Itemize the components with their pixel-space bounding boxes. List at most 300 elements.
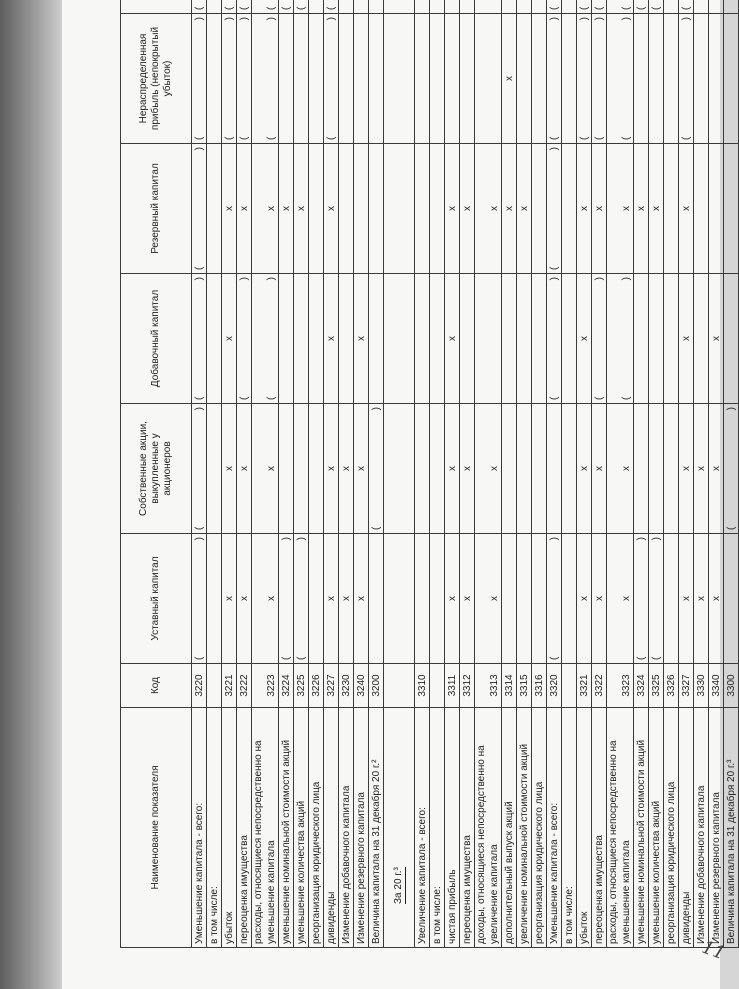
empty-cell[interactable] — [207, 0, 222, 14]
cross-cell[interactable]: x — [607, 144, 634, 274]
cross-cell[interactable]: x — [354, 274, 369, 404]
bracket-cell[interactable]: ( — [577, 0, 592, 14]
table-row — [252, 0, 279, 948]
empty-cell[interactable] — [384, 14, 415, 144]
cross-cell[interactable]: x — [502, 14, 517, 144]
empty-cell[interactable] — [664, 534, 679, 664]
row-label: Изменение добавочного капитала — [694, 708, 709, 948]
cross-cell[interactable]: x — [237, 144, 252, 274]
bracket-cell[interactable]: ( ) — [369, 404, 384, 534]
empty-cell[interactable] — [369, 14, 384, 144]
row-code: 3326 — [664, 664, 679, 708]
table-row — [192, 0, 207, 948]
empty-cell[interactable] — [384, 274, 415, 404]
table-row — [415, 0, 430, 948]
cross-cell[interactable]: x — [475, 144, 502, 274]
cross-cell[interactable]: x — [222, 144, 237, 274]
bracket-cell[interactable]: ( ) — [192, 144, 207, 274]
row-label: дополнительный выпуск акций — [502, 708, 517, 948]
row-code: 3324 — [634, 664, 649, 708]
row-label: доходы, относящиеся непосредственно на увеличение капитала — [475, 708, 502, 948]
empty-cell[interactable] — [207, 14, 222, 144]
cross-cell[interactable]: x — [279, 144, 294, 274]
bracket-cell[interactable]: ( — [222, 0, 237, 14]
table-row — [592, 0, 607, 948]
empty-cell[interactable] — [532, 534, 547, 664]
empty-cell[interactable] — [502, 274, 517, 404]
period-label: За 20 г.³ — [393, 867, 404, 904]
cross-cell[interactable] — [354, 0, 369, 14]
cross-cell[interactable] — [694, 0, 709, 14]
row-label: чистая прибыль — [445, 708, 460, 948]
cross-cell[interactable]: x — [339, 534, 354, 664]
empty-cell[interactable] — [664, 14, 679, 144]
empty-cell[interactable] — [279, 274, 294, 404]
row-label: уменьшение номинальной стоимости акций — [634, 708, 649, 948]
empty-cell[interactable] — [415, 144, 430, 274]
cross-cell[interactable]: x — [577, 534, 592, 664]
empty-cell[interactable] — [532, 0, 547, 14]
row-code: 3323 — [607, 664, 634, 708]
cross-cell[interactable]: x — [577, 144, 592, 274]
empty-cell[interactable] — [502, 404, 517, 534]
row-code: 3314 — [502, 664, 517, 708]
empty-cell[interactable] — [694, 14, 709, 144]
row-code: 3325 — [649, 664, 664, 708]
row-label: в том числе: — [562, 708, 577, 948]
row-code — [384, 664, 415, 708]
cross-cell[interactable]: x — [475, 534, 502, 664]
empty-cell[interactable] — [430, 144, 445, 274]
cross-cell[interactable]: x — [577, 404, 592, 534]
empty-cell[interactable] — [384, 144, 415, 274]
empty-cell[interactable] — [279, 14, 294, 144]
empty-cell[interactable] — [445, 0, 460, 14]
cross-cell[interactable]: x — [607, 404, 634, 534]
empty-cell[interactable] — [475, 274, 502, 404]
table-row — [664, 0, 679, 948]
cross-cell[interactable]: x — [577, 274, 592, 404]
empty-cell[interactable] — [562, 274, 577, 404]
empty-cell[interactable] — [369, 534, 384, 664]
table-row — [237, 0, 252, 948]
bracket-cell[interactable]: ( — [252, 0, 279, 14]
empty-cell[interactable] — [309, 404, 324, 534]
cross-cell[interactable]: x — [252, 534, 279, 664]
row-label: Изменение резервного капитала — [709, 708, 724, 948]
cross-cell[interactable]: x — [709, 274, 724, 404]
row-label: Уменьшение капитала - всего: — [547, 708, 562, 948]
empty-cell[interactable] — [709, 14, 724, 144]
empty-cell[interactable] — [724, 0, 739, 14]
rotated-form — [104, 0, 737, 948]
empty-cell[interactable] — [502, 534, 517, 664]
empty-cell[interactable] — [664, 0, 679, 14]
empty-cell[interactable] — [207, 534, 222, 664]
cross-cell[interactable]: x — [339, 404, 354, 534]
cross-cell[interactable] — [517, 0, 532, 14]
row-code: 3311 — [445, 664, 460, 708]
cross-cell[interactable]: x — [237, 404, 252, 534]
empty-cell[interactable] — [369, 274, 384, 404]
row-code: 3315 — [517, 664, 532, 708]
table-row — [709, 0, 724, 948]
row-code: 3312 — [460, 664, 475, 708]
empty-cell[interactable] — [502, 0, 517, 14]
cross-cell[interactable]: x — [324, 144, 339, 274]
page-edge-shadow — [0, 0, 62, 989]
cross-cell[interactable]: x — [694, 534, 709, 664]
empty-cell[interactable] — [430, 0, 445, 14]
row-code: 3222 — [237, 664, 252, 708]
cross-cell[interactable]: x — [592, 534, 607, 664]
cross-cell[interactable]: x — [694, 404, 709, 534]
empty-cell[interactable] — [634, 404, 649, 534]
empty-cell[interactable] — [294, 404, 309, 534]
table-row — [324, 0, 339, 948]
cross-cell[interactable]: x — [460, 404, 475, 534]
bracket-cell[interactable]: ( — [649, 0, 664, 14]
empty-cell[interactable] — [207, 144, 222, 274]
row-code — [207, 664, 222, 708]
cross-cell[interactable] — [709, 0, 724, 14]
bracket-cell[interactable]: ( ) — [724, 404, 739, 534]
empty-cell[interactable] — [415, 14, 430, 144]
table-row — [577, 0, 592, 948]
bracket-cell[interactable]: ( ) — [252, 14, 279, 144]
empty-cell[interactable] — [294, 14, 309, 144]
row-code: 3224 — [279, 664, 294, 708]
column-header: Добавочный капитал — [121, 274, 192, 404]
row-code: 3225 — [294, 664, 309, 708]
table-row — [607, 0, 634, 948]
bracket-cell[interactable]: ( ) — [237, 14, 252, 144]
cross-cell[interactable]: x — [252, 144, 279, 274]
bracket-cell[interactable]: ( — [279, 0, 294, 14]
empty-cell[interactable] — [384, 534, 415, 664]
table-row — [207, 0, 222, 948]
table-row — [475, 0, 502, 948]
empty-cell[interactable] — [562, 404, 577, 534]
empty-cell[interactable] — [709, 144, 724, 274]
row-code: 3340 — [709, 664, 724, 708]
bracket-cell[interactable]: ( ) — [192, 534, 207, 664]
empty-cell[interactable] — [309, 0, 324, 14]
table-row — [694, 0, 709, 948]
bracket-cell[interactable]: ( ) — [222, 14, 237, 144]
cross-cell[interactable]: x — [294, 144, 309, 274]
row-code: 3221 — [222, 664, 237, 708]
empty-cell[interactable] — [517, 404, 532, 534]
bracket-cell[interactable]: ( — [607, 0, 634, 14]
cross-cell[interactable]: x — [649, 144, 664, 274]
column-header — [121, 0, 192, 14]
cross-cell[interactable]: x — [460, 534, 475, 664]
empty-cell[interactable] — [634, 274, 649, 404]
bracket-cell[interactable]: ( ) — [294, 534, 309, 664]
row-label: убыток — [577, 708, 592, 948]
row-label: увеличение номинальной стоимости акций — [517, 708, 532, 948]
cross-cell[interactable]: x — [460, 144, 475, 274]
empty-cell[interactable] — [294, 274, 309, 404]
table-body — [192, 0, 739, 948]
cross-cell[interactable]: x — [222, 534, 237, 664]
table-row — [649, 0, 664, 948]
empty-cell[interactable] — [547, 404, 562, 534]
row-label: Уменьшение капитала - всего: — [192, 708, 207, 948]
bracket-cell[interactable]: ( ) — [252, 274, 279, 404]
table-row — [339, 0, 354, 948]
empty-cell[interactable] — [532, 14, 547, 144]
empty-cell[interactable] — [430, 274, 445, 404]
empty-cell[interactable] — [649, 14, 664, 144]
cross-cell[interactable]: x — [709, 534, 724, 664]
empty-cell[interactable] — [724, 14, 739, 144]
header-row — [121, 0, 192, 948]
bracket-cell[interactable]: ( ) — [547, 144, 562, 274]
table-row — [354, 0, 369, 948]
cross-cell[interactable]: x — [592, 404, 607, 534]
row-code — [430, 664, 445, 708]
row-label: уменьшение количества акций — [649, 708, 664, 948]
column-header: Наименование показателя — [121, 708, 192, 948]
bracket-cell[interactable]: ( ) — [279, 534, 294, 664]
bracket-cell[interactable]: ( ) — [607, 274, 634, 404]
bracket-cell[interactable]: ( — [547, 0, 562, 14]
cross-cell[interactable]: x — [324, 274, 339, 404]
row-label: переоценка имущества — [592, 708, 607, 948]
empty-cell[interactable] — [724, 534, 739, 664]
empty-cell[interactable] — [309, 274, 324, 404]
empty-cell[interactable] — [445, 14, 460, 144]
empty-cell[interactable] — [517, 274, 532, 404]
empty-cell[interactable] — [664, 144, 679, 274]
row-label: Изменение добавочного капитала — [339, 708, 354, 948]
cross-cell[interactable]: x — [445, 274, 460, 404]
table-row — [222, 0, 237, 948]
row-label: переоценка имущества — [237, 708, 252, 948]
bracket-cell[interactable]: ( — [634, 0, 649, 14]
row-code: 3330 — [694, 664, 709, 708]
row-code: 3327 — [679, 664, 694, 708]
bracket-cell[interactable]: ( ) — [237, 274, 252, 404]
empty-cell[interactable] — [369, 0, 384, 14]
table-row — [517, 0, 532, 948]
empty-cell[interactable] — [415, 534, 430, 664]
cross-cell[interactable]: x — [475, 404, 502, 534]
cross-cell[interactable]: x — [445, 404, 460, 534]
bracket-cell[interactable]: ( ) — [634, 534, 649, 664]
table-row — [634, 0, 649, 948]
row-label: уменьшение количества акций — [294, 708, 309, 948]
empty-cell[interactable] — [475, 0, 502, 14]
table-row — [369, 0, 384, 948]
empty-cell[interactable] — [354, 144, 369, 274]
empty-cell[interactable] — [532, 404, 547, 534]
cross-cell[interactable]: x — [324, 404, 339, 534]
cross-cell[interactable]: x — [324, 534, 339, 664]
empty-cell[interactable] — [562, 0, 577, 14]
empty-cell[interactable] — [460, 0, 475, 14]
row-label: Изменение резервного капитала — [354, 708, 369, 948]
row-label: уменьшение номинальной стоимости акций — [279, 708, 294, 948]
column-header: Уставный капитал — [121, 534, 192, 664]
empty-cell[interactable] — [354, 14, 369, 144]
empty-cell[interactable] — [415, 404, 430, 534]
bracket-cell[interactable]: ( — [592, 0, 607, 14]
row-label: реорганизация юридического лица — [664, 708, 679, 948]
empty-cell[interactable] — [562, 14, 577, 144]
cross-cell[interactable]: x — [607, 534, 634, 664]
bracket-cell[interactable]: ( — [679, 0, 694, 14]
bracket-cell[interactable]: ( ) — [192, 14, 207, 144]
bracket-cell[interactable]: ( — [192, 0, 207, 14]
bracket-cell[interactable]: ( ) — [547, 534, 562, 664]
cross-cell[interactable]: x — [222, 274, 237, 404]
page-number: 11 — [699, 936, 728, 965]
cross-cell[interactable]: x — [222, 404, 237, 534]
empty-cell[interactable] — [430, 404, 445, 534]
empty-cell[interactable] — [562, 144, 577, 274]
empty-cell[interactable] — [694, 274, 709, 404]
table-row — [532, 0, 547, 948]
row-label: расходы, относящиеся непосредственно на уменьшение капитала — [607, 708, 634, 948]
empty-cell[interactable] — [562, 534, 577, 664]
row-code: 3310 — [415, 664, 430, 708]
row-label: дивиденды — [324, 708, 339, 948]
row-label: в том числе: — [430, 708, 445, 948]
cross-cell[interactable] — [339, 0, 354, 14]
row-code: 3227 — [324, 664, 339, 708]
bracket-cell[interactable]: ( ) — [547, 274, 562, 404]
cross-cell[interactable]: x — [679, 144, 694, 274]
row-label: реорганизация юридического лица — [532, 708, 547, 948]
empty-cell[interactable] — [415, 274, 430, 404]
bracket-cell[interactable]: ( ) — [547, 14, 562, 144]
row-code: 3226 — [309, 664, 324, 708]
empty-cell[interactable] — [664, 274, 679, 404]
cross-cell[interactable]: x — [252, 404, 279, 534]
cross-cell[interactable]: x — [502, 144, 517, 274]
capital-changes-table — [120, 0, 739, 948]
cross-cell[interactable]: x — [709, 404, 724, 534]
empty-cell[interactable] — [309, 144, 324, 274]
empty-cell[interactable] — [460, 274, 475, 404]
cross-cell[interactable]: x — [354, 404, 369, 534]
column-header: Собственные акции, выкупленные у акционеров — [121, 404, 192, 534]
table-row — [384, 0, 415, 948]
row-code: 3313 — [475, 664, 502, 708]
empty-cell[interactable] — [309, 534, 324, 664]
empty-cell[interactable] — [430, 534, 445, 664]
empty-cell[interactable] — [694, 144, 709, 274]
empty-cell[interactable] — [384, 0, 415, 14]
empty-cell[interactable] — [532, 274, 547, 404]
row-label: переоценка имущества — [460, 708, 475, 948]
empty-cell[interactable] — [724, 144, 739, 274]
bracket-cell[interactable]: ( — [237, 0, 252, 14]
empty-cell[interactable] — [724, 274, 739, 404]
empty-cell[interactable] — [517, 14, 532, 144]
table-row — [502, 0, 517, 948]
cross-cell[interactable]: x — [679, 534, 694, 664]
row-label: расходы, относящиеся непосредственно на уменьшение капитала — [252, 708, 279, 948]
bracket-cell[interactable]: ( ) — [192, 274, 207, 404]
empty-cell[interactable] — [415, 0, 430, 14]
table-row — [445, 0, 460, 948]
row-label: Величина капитала на 31 декабря 20 г.³ — [724, 708, 739, 948]
empty-cell[interactable] — [339, 274, 354, 404]
bracket-cell[interactable]: ( — [294, 0, 309, 14]
empty-cell[interactable] — [309, 14, 324, 144]
empty-cell[interactable] — [649, 274, 664, 404]
row-code: 3223 — [252, 664, 279, 708]
row-label: убыток — [222, 708, 237, 948]
empty-cell[interactable] — [460, 14, 475, 144]
empty-cell[interactable] — [430, 14, 445, 144]
cross-cell[interactable]: x — [679, 404, 694, 534]
empty-cell[interactable] — [384, 404, 415, 534]
cross-cell[interactable]: x — [445, 144, 460, 274]
cross-cell[interactable]: x — [237, 534, 252, 664]
empty-cell[interactable] — [279, 404, 294, 534]
empty-cell[interactable] — [517, 534, 532, 664]
column-header: Код — [121, 664, 192, 708]
cross-cell[interactable]: x — [445, 534, 460, 664]
row-code: 3321 — [577, 664, 592, 708]
empty-cell[interactable] — [339, 14, 354, 144]
row-label: Величина капитала на 31 декабря 20 г.² — [369, 708, 384, 948]
bracket-cell[interactable]: ( ) — [324, 14, 339, 144]
row-code: 3322 — [592, 664, 607, 708]
bracket-cell[interactable]: ( — [324, 0, 339, 14]
empty-cell[interactable] — [664, 404, 679, 534]
cross-cell[interactable]: x — [354, 534, 369, 664]
row-code: 3230 — [339, 664, 354, 708]
empty-cell[interactable] — [207, 274, 222, 404]
empty-cell[interactable] — [475, 14, 502, 144]
bracket-cell[interactable]: ( ) — [592, 14, 607, 144]
cross-cell[interactable]: x — [517, 144, 532, 274]
row-label: реорганизация юридического лица — [309, 708, 324, 948]
cross-cell[interactable]: x — [634, 144, 649, 274]
empty-cell[interactable] — [369, 144, 384, 274]
empty-cell[interactable] — [532, 144, 547, 274]
bracket-cell[interactable]: ( ) — [679, 14, 694, 144]
row-label — [384, 708, 415, 948]
cross-cell[interactable]: x — [679, 274, 694, 404]
bracket-cell[interactable]: ( ) — [592, 274, 607, 404]
column-header: Нераспределенная прибыль (непокрытый убыток) — [121, 14, 192, 144]
table-row — [679, 0, 694, 948]
row-code: 3316 — [532, 664, 547, 708]
empty-cell[interactable] — [339, 144, 354, 274]
table-row — [562, 0, 577, 948]
table-row — [279, 0, 294, 948]
bracket-cell[interactable]: ( ) — [192, 404, 207, 534]
empty-cell[interactable] — [649, 404, 664, 534]
row-label: Увеличение капитала - всего: — [415, 708, 430, 948]
cross-cell[interactable]: x — [592, 144, 607, 274]
empty-cell[interactable] — [634, 14, 649, 144]
bracket-cell[interactable]: ( ) — [577, 14, 592, 144]
table-row — [294, 0, 309, 948]
bracket-cell[interactable]: ( ) — [607, 14, 634, 144]
row-code: 3220 — [192, 664, 207, 708]
row-code: 3200 — [369, 664, 384, 708]
bracket-cell[interactable]: ( ) — [649, 534, 664, 664]
empty-cell[interactable] — [207, 404, 222, 534]
